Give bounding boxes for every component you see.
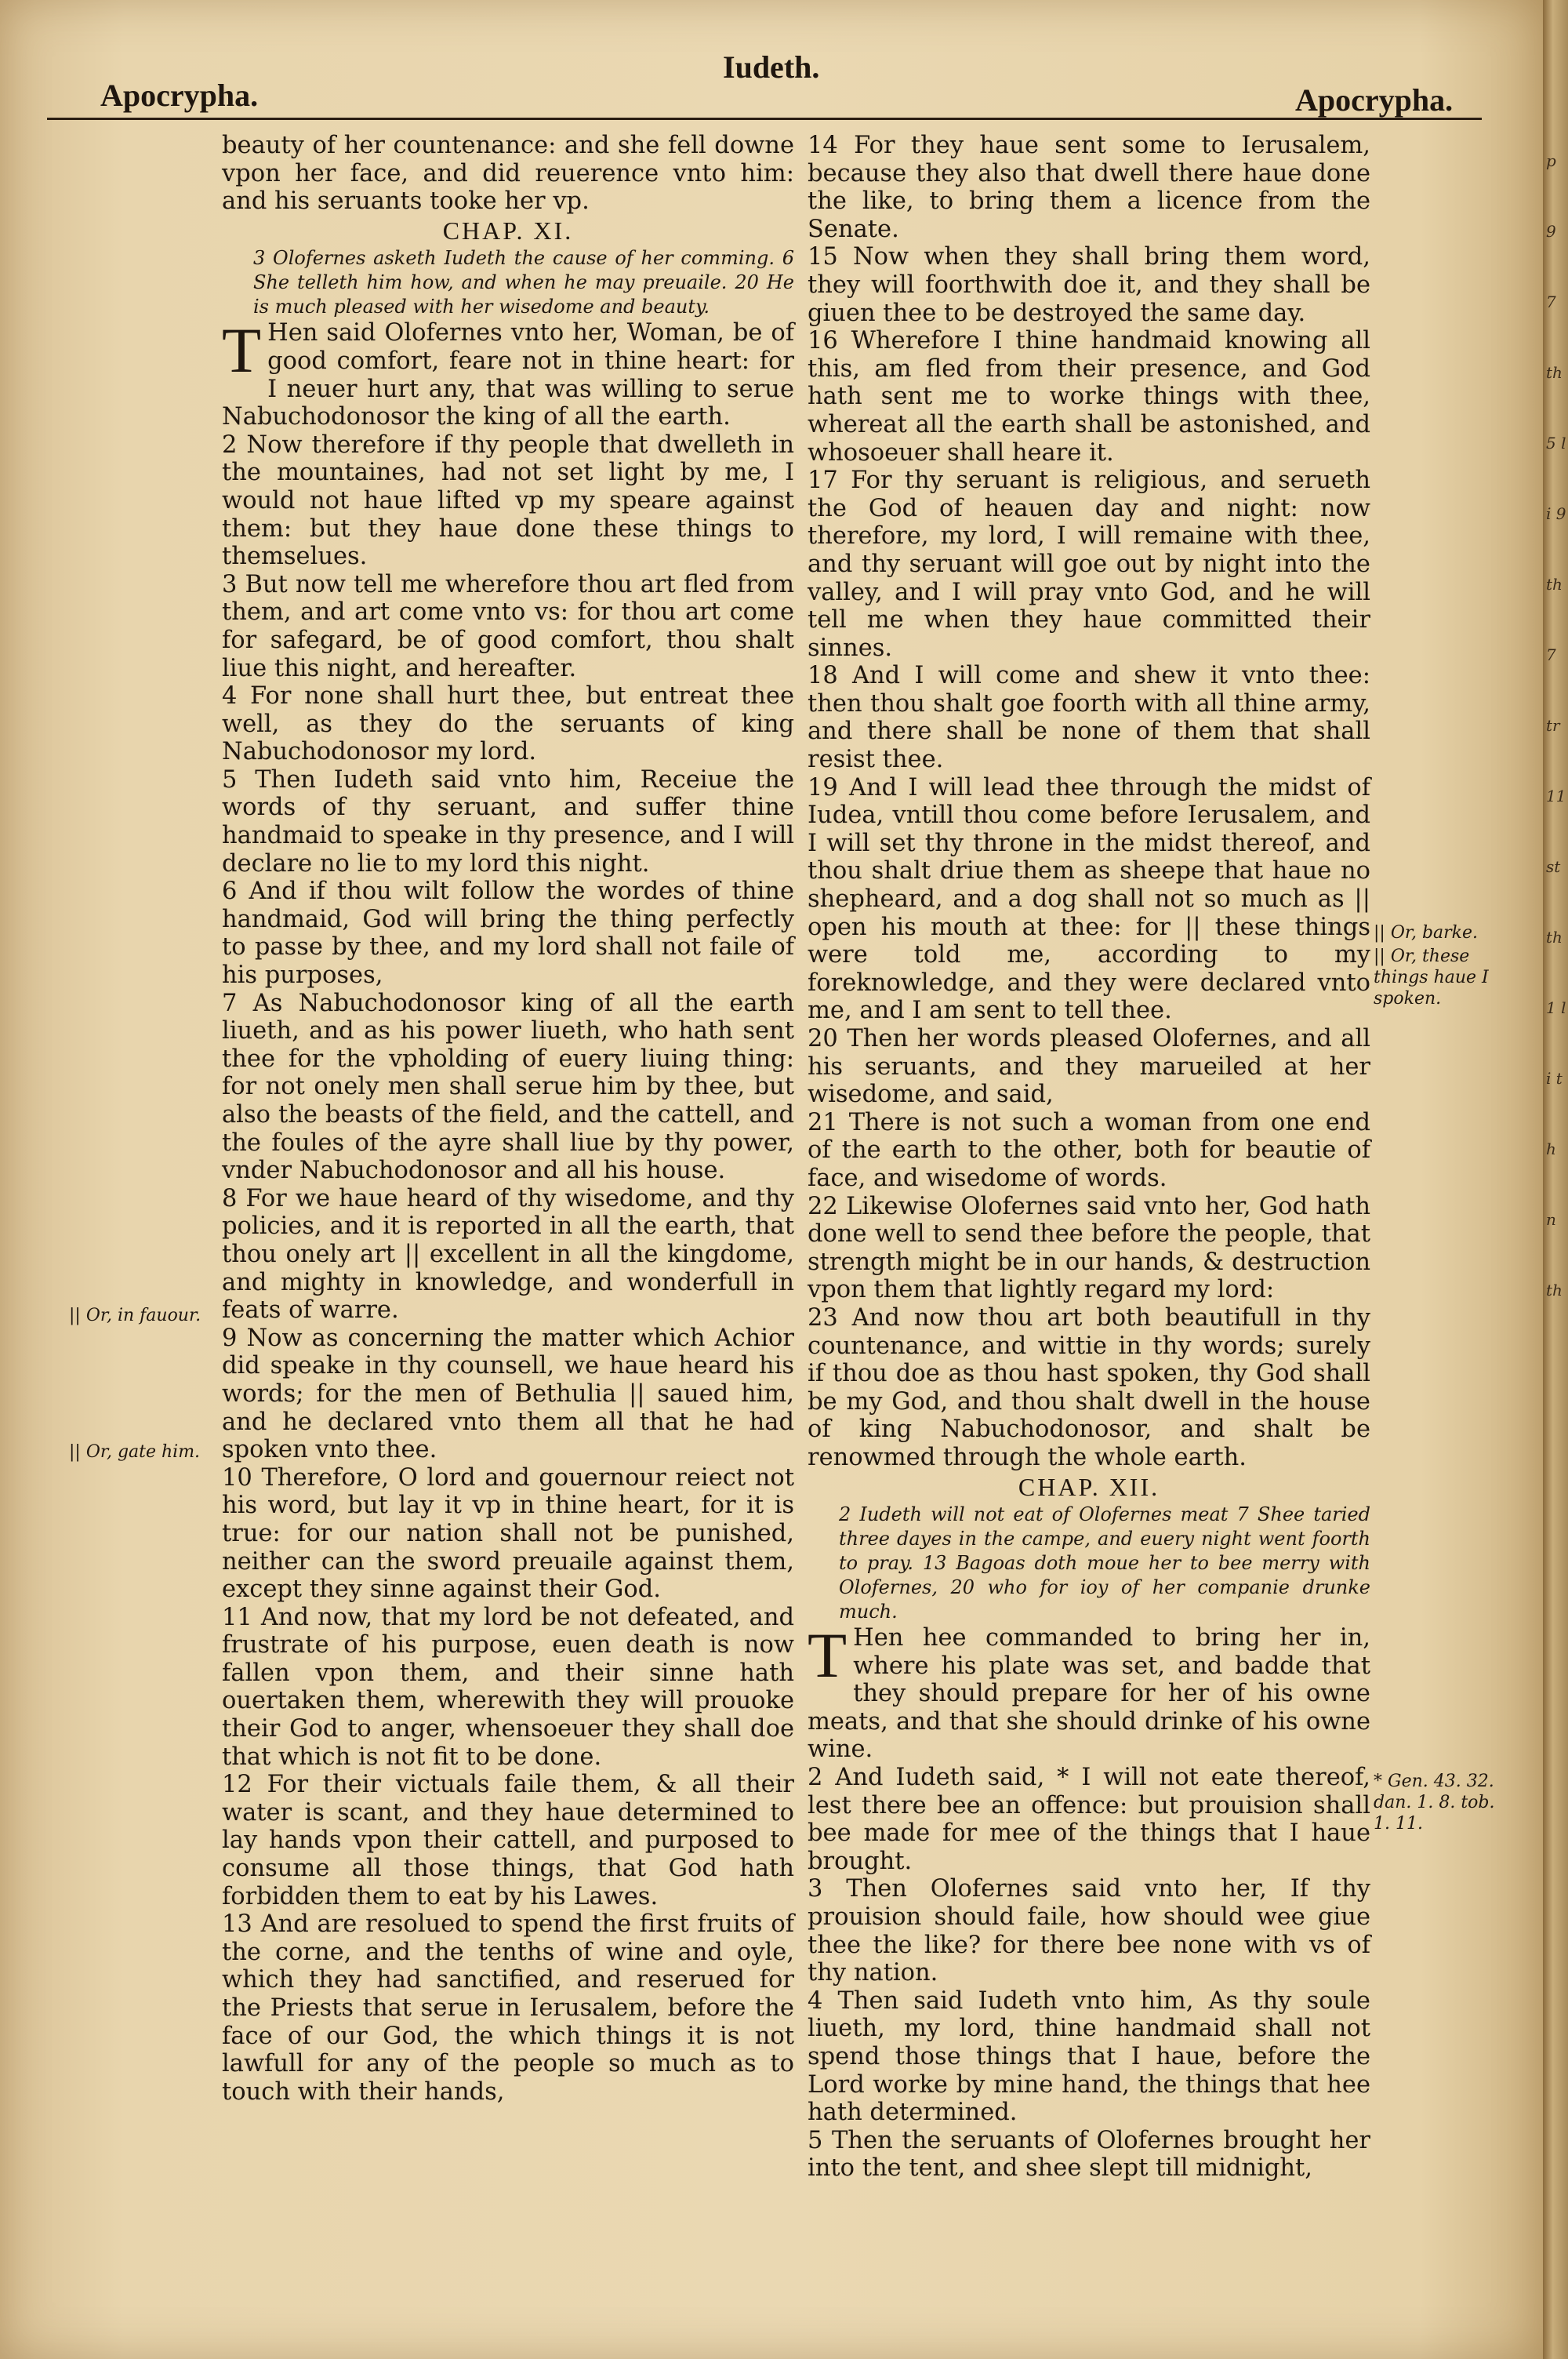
verse-xi-8: 8 For we haue heard of thy wisedome, and thy policies, and it is reported in all the earth, that thou onely art || excellent in all the kingdome, and mighty in knowledge, and wonderfull in feats of warre. [222, 1184, 794, 1325]
verse-xii-4: 4 Then said Iudeth vnto him, As thy soule liueth, my lord, thine handmaid shall not spend those things that I haue, before the Lord worke by mine hand, the things that hee hath determined. [808, 1986, 1370, 2127]
right-column [808, 132, 1370, 2183]
verse-xi-13: 13 And are resolued to spend the first fruits of the corne, and the tenths of wine and oyle, which they had sanctified, and reserued for the Priests that serue in Ierusalem, before the face of our God, the which things it is not lawfull for any of the people so much as to touch with their hands, [222, 1910, 794, 2106]
drop-cap-xii: T [808, 1619, 848, 1692]
margin-note-barke: || Or, barke. [1374, 923, 1478, 943]
verse-xi-7: 7 As Nabuchodonosor king of all the earth liueth, and as his power liueth, who hath sent thee for the vpholding of euery liuing thing: for not onely men shall serue him by thee, but also the beasts of the field, and the cattell, and the foules of the ayre shall liue by thy power, vnder Nabuchodonosor and all his house. [222, 989, 794, 1185]
margin-note-these-things: || Or, these things haue I spoken. [1374, 947, 1489, 1009]
verse-xi-4: 4 For none shall hurt thee, but entreat thee well, as they do the seruants of king Nabuchodonosor my lord. [222, 682, 794, 766]
verse-xi-17: 17 For thy seruant is religious, and serueth the God of heauen day and night: now therefore, my lord, I will remaine with thee, and thy seruant will goe out by night into the valley, and I will pray vnto God, and he will tell me when they haue committed their sinnes. [808, 467, 1370, 662]
verse-xi-19: 19 And I will lead thee through the midst of Iudea, vntill thou come before Ierusalem, and I will set thy throne in the midst thereof, and thou shalt driue them as sheepe that haue no shepheard, and a dog shall not so much as || open his mouth at thee: for || these things were told me, according to my foreknowledge, and they were declared vnto me, and I am sent to tell thee. [808, 773, 1370, 1025]
verse-xi-23: 23 And now thou art both beautifull in thy countenance, and wittie in thy words; surely if thou doe as thou hast spoken, thy God shall be my God, and thou shalt dwell in the house of king Nabuchodonosor, and shalt be renowmed through the whole earth. [808, 1303, 1370, 1471]
verse-xi-9: 9 Now as concerning the matter which Achior did speake in thy counsell, we haue heard his words; for the men of Bethulia || saued him, and he declared vnto them all that he had spoken vnto thee. [222, 1324, 794, 1464]
verse-xi-20: 20 Then her words pleased Olofernes, and all his seruants, and they marueiled at her wisedome, and said, [808, 1025, 1370, 1109]
verse-xi-6: 6 And if thou wilt follow the wordes of thine handmaid, God will bring the thing perfectly to passe by thee, and my lord shall not faile of his purposes, [222, 878, 794, 990]
verse-xii-5: 5 Then the seruants of Olofernes brought her into the tent, and shee slept till midnight, [808, 2126, 1370, 2183]
verse-xii-3: 3 Then Olofernes said vnto her, If thy prouision should faile, how should wee giue thee the like? for there bee none with vs of thy nation. [808, 1875, 1370, 1987]
verse-xii-1: Hen hee commanded to bring her in, where his plate was set, and badde that they should prepare for her of his owne meats, and that she should drinke of his owne wine. [808, 1624, 1370, 1764]
header-rule [47, 118, 1482, 120]
verse-xi-22: 22 Likewise Olofernes said vnto her, God hath done well to send thee before the people, that strength might be in our hands, & destruction vpon them that lightly regard my lord: [808, 1192, 1370, 1304]
running-head-left: Apocrypha. [100, 78, 259, 113]
opening-text: beauty of her countenance: and she fell downe vpon her face, and did reuerence vnto him: and his seruants tooke her vp. [222, 132, 794, 216]
left-column [222, 132, 794, 2106]
verse-xi-3: 3 But now tell me wherefore thou art fled from them, and art come vnto vs: for thou art come for safegard, be of good comfort, thou shalt liue this night, and hereafter. [222, 570, 794, 682]
verse-xi-11: 11 And now, that my lord be not defeated, and frustrate of his purpose, euen death is now fallen vpon them, and their sinne hath ouertaken them, wherewith they will prouoke their God to anger, whensoeuer they shall doe that which is not fit to be done. [222, 1603, 794, 1771]
verse-xi-21: 21 There is not such a woman from one end of the earth to the other, both for beautie of face, and wisedome of words. [808, 1108, 1370, 1192]
verse-xi-5: 5 Then Iudeth said vnto him, Receiue the words of thy seruant, and suffer thine handmaid to speake in thy presence, and I will declare no lie to my lord this night. [222, 765, 794, 878]
verse-xi-15: 15 Now when they shall bring them word, they will foorthwith doe it, and they shall be giuen thee to be destroyed the same day. [808, 243, 1370, 327]
chapter-heading-xi: CHAP. XI. [442, 216, 574, 245]
margin-note-in-fauour: || Or, in fauour. [69, 1306, 201, 1325]
verse-xi-10: 10 Therefore, O lord and gouernour reiect not his word, but lay it vp in thine heart, for it is true: for our nation shall not be punished, neither can the sword preuaile against them, except they sinne against their God. [222, 1463, 794, 1604]
chapter-heading-xii: CHAP. XII. [1018, 1472, 1160, 1501]
margin-note-gen-reference: * Gen. 43. 32. dan. 1. 8. tob. 1. 11. [1374, 1772, 1495, 1834]
verse-xi-14: 14 For they haue sent some to Ierusalem, because they also that dwell there haue done the like, to bring them a licence from the Senate. [808, 132, 1370, 243]
verse-xi-16: 16 Wherefore I thine handmaid knowing all this, am fled from their presence, and God hath sent me to worke things with thee, whereat all the earth shall be astonished, and whosoeuer shall heare it. [808, 327, 1370, 467]
running-head-right: Apocrypha. [1295, 82, 1454, 118]
chapter-summary-xi: 3 Olofernes asketh Iudeth the cause of her comming. 6 She telleth him how, and when he may preuaile. 20 He is much pleased with her wisedome and beauty. [253, 247, 794, 318]
running-head-center: Iudeth. [723, 49, 820, 85]
next-page-fragments: p 9 7 th 5 li 9 th 7 tr 11 st th 1 li th n th [1546, 151, 1566, 1299]
verse-xi-12: 12 For their victuals faile them, & all their water is scant, and they haue determined to lay hands vpon their cattell, and purposed to consume all those things, that God hath forbidden them to eat by his Lawes. [222, 1771, 794, 1910]
chapter-summary-xii: 2 Iudeth will not eat of Olofernes meat 7 Shee taried three dayes in the campe, and euery night went foorth to pray. 13 Bagoas doth moue her to bee merry with Olofernes, 20 who for ioy of her companie drunke much. [839, 1503, 1370, 1623]
drop-cap-xi: T [222, 314, 262, 387]
verse-xi-1: Hen said Olofernes vnto her, Woman, be of good comfort, feare not in thine heart: for I neuer hurt any, that was willing to serue Nabuchodonosor the king of all the earth. [222, 319, 794, 431]
verse-xi-2: 2 Now therefore if thy people that dwelleth in the mountaines, had not set light by me, I would not haue lifted vp my speare against them: but they haue done these things to themselues. [222, 431, 794, 571]
verse-xi-18: 18 And I will come and shew it vnto thee: then thou shalt goe foorth with all thine army, and there shall be none of them that shall resist thee. [808, 662, 1370, 774]
margin-note-gate-him: || Or, gate him. [69, 1442, 201, 1462]
verse-xii-2: 2 And Iudeth said, * I will not eate thereof, lest there bee an offence: but prouision shall bee made for mee of the things that I haue brought. [808, 1764, 1370, 1875]
